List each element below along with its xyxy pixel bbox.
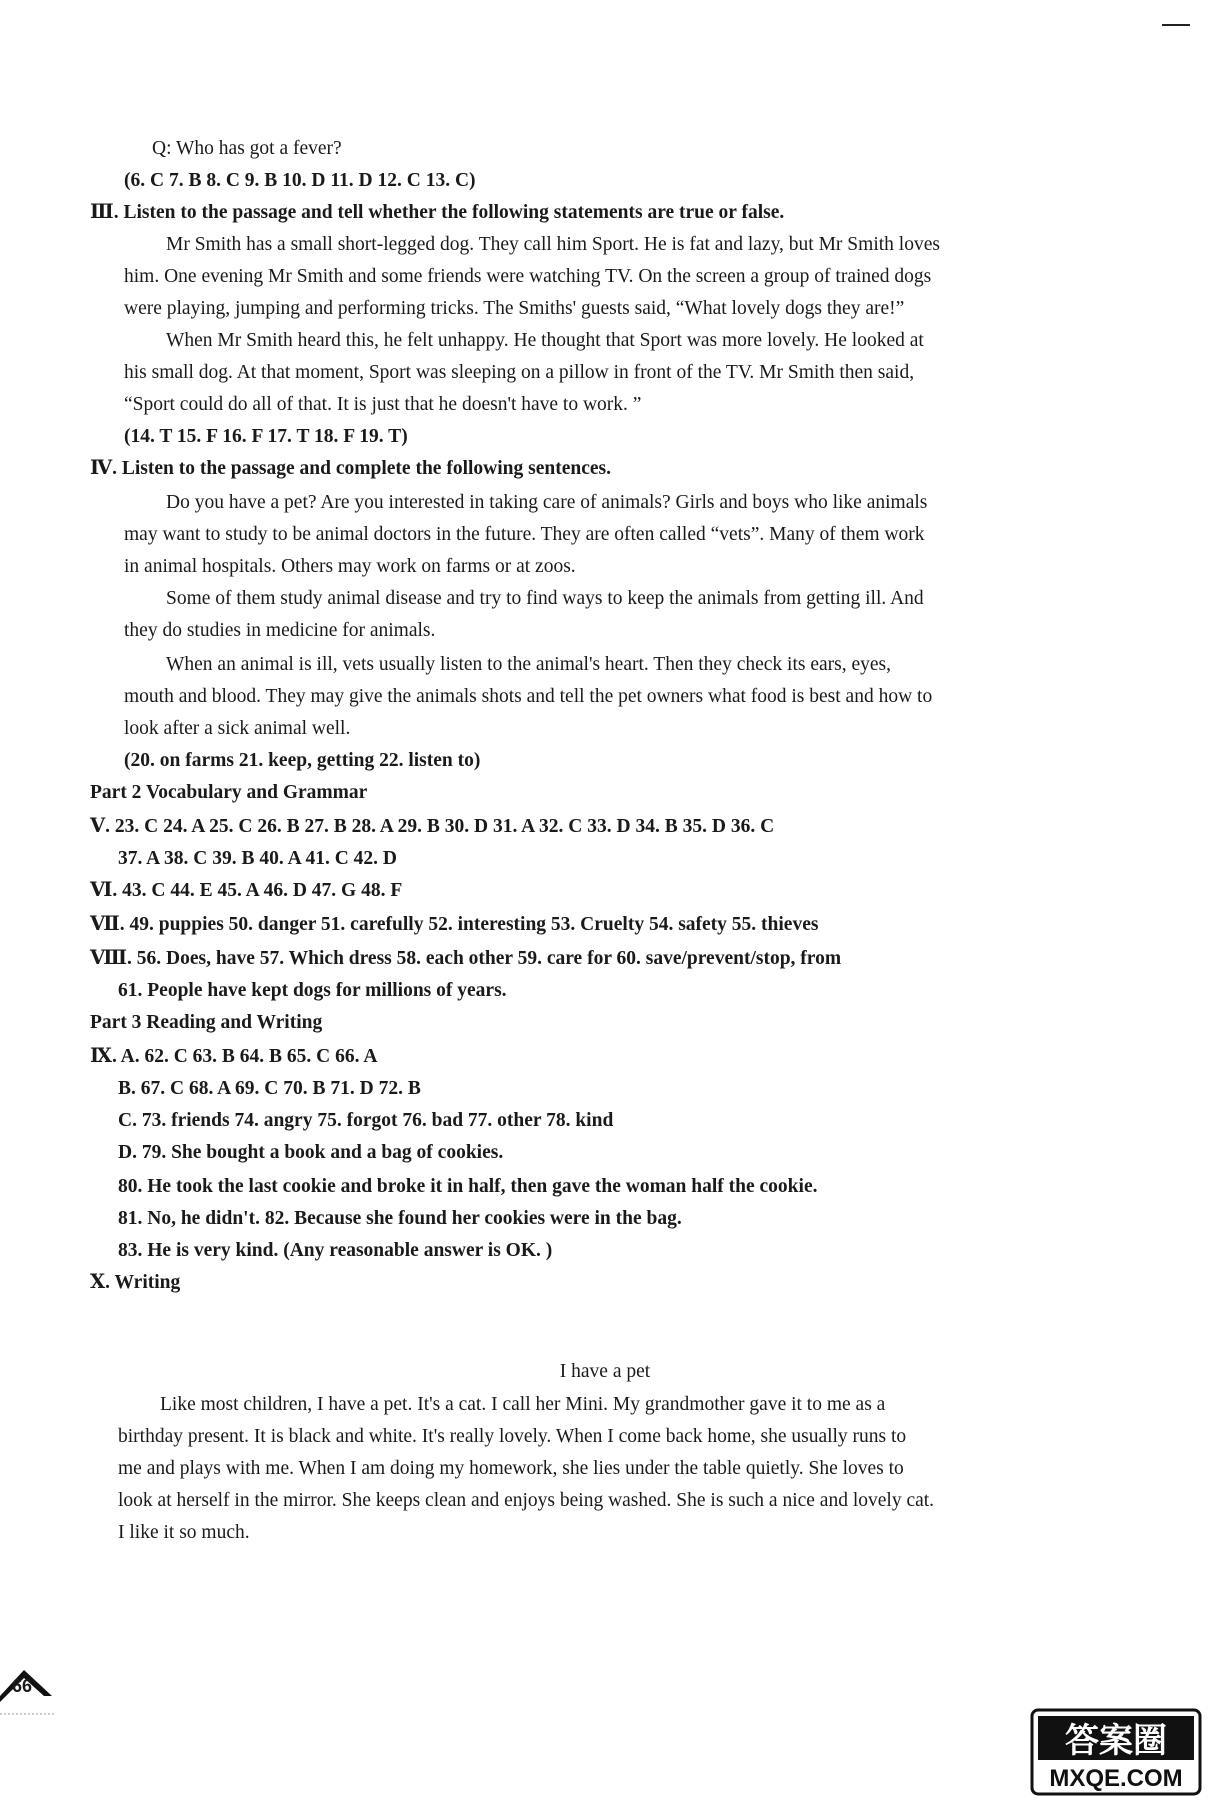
svg-text:答案圈: 答案圈 — [1065, 1721, 1167, 1761]
essay-line-1: Like most children, I have a pet. It's a cat. I call her Mini. My grandmother gave it to me as a — [160, 1394, 886, 1415]
essay-line-4: look at herself in the mirror. She keeps clean and enjoys being washed. She is such a nice and lovely cat. — [118, 1490, 935, 1511]
section-9-c: C. 73. friends 74. angry 75. forgot 76. bad 77. other 78. kind — [118, 1110, 614, 1131]
essay-title: I have a pet — [559, 1361, 651, 1382]
passage-4-line-4: Some of them study animal disease and try to find ways to keep the animals from getting ill. And — [166, 588, 924, 609]
answer-80: 80. He took the last cookie and broke it in half, then gave the woman half the cookie. — [118, 1176, 818, 1197]
passage-4-line-2: may want to study to be animal doctors in the future. They are often called “vets”. Many of them work — [124, 524, 925, 545]
answers-6-13: (6. C 7. B 8. C 9. B 10. D 11. D 12. C 13. C) — [124, 170, 476, 191]
section-9-d: D. 79. She bought a book and a bag of cookies. — [118, 1142, 504, 1163]
passage-4-line-3: in animal hospitals. Others may work on farms or at zoos. — [124, 556, 576, 577]
passage-4-line-5: they do studies in medicine for animals. — [124, 620, 436, 641]
section-8-line-2: 61. People have kept dogs for millions of years. — [118, 980, 507, 1001]
passage-3-line-1: Mr Smith has a small short-legged dog. They call him Sport. He is fat and lazy, but Mr Smith loves — [166, 234, 940, 255]
essay-line-3: me and plays with me. When I am doing my homework, she lies under the table quietly. She loves to — [118, 1458, 904, 1479]
section-5-line-1: Ⅴ. 23. C 24. A 25. C 26. B 27. B 28. A 29. B 30. D 31. A 32. C 33. D 34. B 35. D 36. C — [90, 816, 775, 837]
watermark-stamp-logo — [1030, 1708, 1202, 1796]
passage-3-line-6: “Sport could do all of that. It is just that he doesn't have to work. ” — [124, 394, 642, 415]
passage-3-line-5: his small dog. At that moment, Sport was sleeping on a pillow in front of the TV. Mr Smith then said, — [124, 362, 915, 383]
answers-14-19: (14. T 15. F 16. F 17. T 18. F 19. T) — [124, 426, 408, 447]
essay-line-5: I like it so much. — [118, 1522, 250, 1543]
passage-4-line-6: When an animal is ill, vets usually listen to the animal's heart. Then they check its ears, eyes, — [166, 654, 891, 675]
passage-4-line-1: Do you have a pet? Are you interested in taking care of animals? Girls and boys who like animals — [166, 492, 928, 513]
section-8-line-1: Ⅷ. 56. Does, have 57. Which dress 58. each other 59. care for 60. save/prevent/stop, from — [90, 948, 842, 969]
part-3-heading: Part 3 Reading and Writing — [90, 1012, 323, 1033]
passage-4-line-7: mouth and blood. They may give the animals shots and tell the pet owners what food is best and how to — [124, 686, 933, 707]
section-3-heading: Ⅲ. Listen to the passage and tell whether the following statements are true or false. — [90, 202, 785, 223]
passage-3-line-3: were playing, jumping and performing tricks. The Smiths' guests said, “What lovely dogs they are!” — [124, 298, 905, 319]
passage-3-line-4: When Mr Smith heard this, he felt unhappy. He thought that Sport was more lovely. He looked at — [166, 330, 924, 351]
passage-3-line-2: him. One evening Mr Smith and some friends were watching TV. On the screen a group of trained dogs — [124, 266, 932, 287]
part-2-heading: Part 2 Vocabulary and Grammar — [90, 782, 368, 803]
answers-20-22: (20. on farms 21. keep, getting 22. listen to) — [124, 750, 481, 771]
page-number: 66 — [12, 1676, 33, 1696]
answers-81-82: 81. No, he didn't. 82. Because she found her cookies were in the bag. — [118, 1208, 682, 1229]
section-9-a: Ⅸ. A. 62. C 63. B 64. B 65. C 66. A — [90, 1046, 378, 1067]
question-fever: Q: Who has got a fever? — [152, 138, 342, 159]
section-10-heading: Ⅹ. Writing — [90, 1272, 181, 1293]
section-7-answers: Ⅶ. 49. puppies 50. danger 51. carefully 52. interesting 53. Cruelty 54. safety 55. thieves — [90, 914, 819, 935]
answer-83: 83. He is very kind. (Any reasonable answer is OK. ) — [118, 1240, 553, 1261]
section-5-line-2: 37. A 38. C 39. B 40. A 41. C 42. D — [118, 848, 397, 869]
svg-text:MXQE.COM: MXQE.COM — [1049, 1765, 1183, 1792]
passage-4-line-8: look after a sick animal well. — [124, 718, 351, 739]
section-6-answers: Ⅵ. 43. C 44. E 45. A 46. D 47. G 48. F — [90, 880, 403, 901]
section-9-b: B. 67. C 68. A 69. C 70. B 71. D 72. B — [118, 1078, 421, 1099]
essay-line-2: birthday present. It is black and white. It's really lovely. When I come back home, she usually runs to — [118, 1426, 907, 1447]
section-4-heading: Ⅳ. Listen to the passage and complete the following sentences. — [90, 458, 611, 479]
